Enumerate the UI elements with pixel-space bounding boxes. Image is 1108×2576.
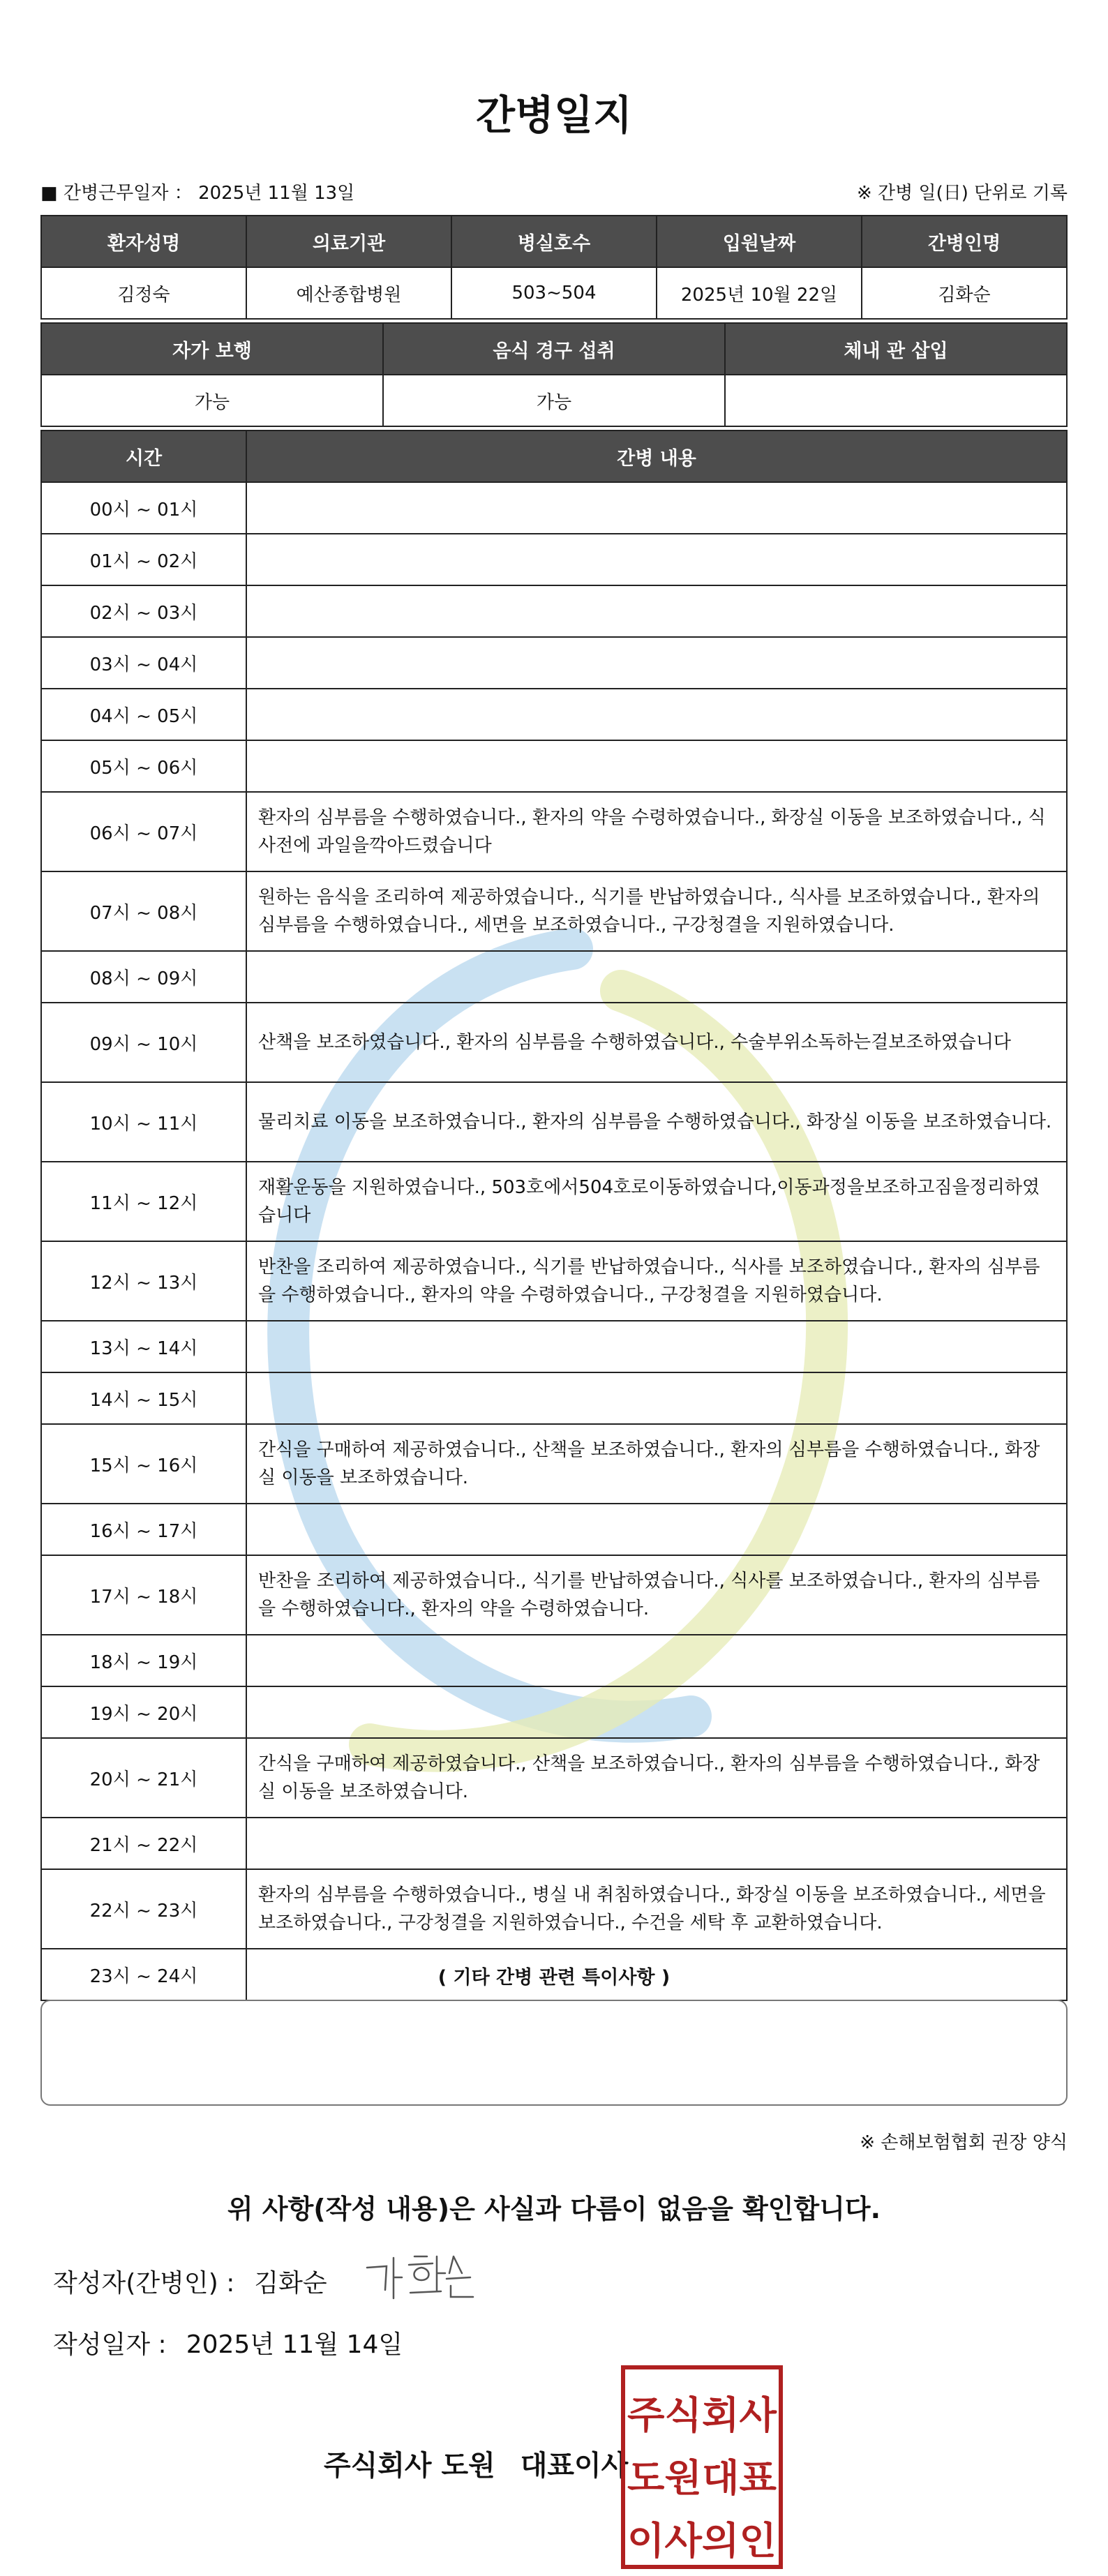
work-date-value: 2025년 11월 13일 [198, 183, 355, 204]
care-content [246, 1504, 1067, 1555]
care-content [246, 1686, 1067, 1738]
care-content: 반찬을 조리하여 제공하였습니다., 식기를 반납하였습니다., 식사를 보조하였습니다., 환자의 심부름을 수행하였습니다., 환자의 약을 수령하였습니다., 구강청결을 지원하였습니다. [246, 1241, 1067, 1321]
writer-line [53, 2263, 327, 2299]
table-row [41, 482, 1067, 534]
header-patient-name: 환자성명 [41, 216, 246, 267]
care-content [246, 1635, 1067, 1686]
care-content: 원하는 음식을 조리하여 제공하였습니다., 식기를 반납하였습니다., 식사를 보조하였습니다., 환자의 심부름을 수행하였습니다., 세면을 보조하였습니다., 구강청결을 지원하였습니다. [246, 871, 1067, 951]
recommendation-note: ※ 손해보험협회 권장 양식 [860, 2132, 1068, 2153]
time-slot: 03시 ~ 04시 [41, 637, 246, 689]
document-title: 간병일지 [475, 91, 633, 139]
table-row [41, 1635, 1067, 1686]
seal-line-1: 주식회사 [627, 2393, 777, 2437]
admission-date: 2025년 10월 22일 [657, 267, 862, 319]
confirmation-statement: 위 사항(작성 내용)은 사실과 다름이 없음을 확인합니다. [227, 2194, 881, 2224]
written-date-line [53, 2325, 403, 2360]
table-row [41, 637, 1067, 689]
table-row [41, 1686, 1067, 1738]
table-row [41, 792, 1067, 871]
time-slot: 23시 ~ 24시 [41, 1949, 246, 2000]
care-content [246, 585, 1067, 637]
time-slot: 04시 ~ 05시 [41, 689, 246, 740]
time-slot: 02시 ~ 03시 [41, 585, 246, 637]
care-content [246, 689, 1067, 740]
time-slot: 01시 ~ 02시 [41, 534, 246, 585]
time-slot: 09시 ~ 10시 [41, 1003, 246, 1082]
header-admission-date: 입원날짜 [657, 216, 862, 267]
table-row [41, 1372, 1067, 1424]
time-slot: 15시 ~ 16시 [41, 1424, 246, 1504]
seal-line-2: 도원대표 [627, 2456, 777, 2500]
notes-title: ( 기타 간병 관련 특이사항 ) [437, 1967, 671, 1989]
company-title: 대표이사 [520, 2450, 629, 2482]
care-content [246, 534, 1067, 585]
table-row [41, 689, 1067, 740]
table-row [41, 1162, 1067, 1241]
patient-ability-table [40, 322, 1068, 427]
table-row [41, 1869, 1067, 1949]
table-row [41, 871, 1067, 951]
header-tube-insertion: 체내 관 삽입 [725, 323, 1067, 375]
notes-box [40, 2000, 1068, 2106]
unit-note: ※ 간병 일(日) 단위로 기록 [856, 183, 1068, 204]
written-date-value: 2025년 11월 14일 [186, 2330, 403, 2359]
header-time: 시간 [41, 430, 246, 482]
time-slot: 05시 ~ 06시 [41, 740, 246, 792]
company-name: 주식회사 도원 [324, 2450, 495, 2482]
header-hospital: 의료기관 [246, 216, 451, 267]
header-room: 병실호수 [451, 216, 657, 267]
self-walking-value: 가능 [41, 375, 383, 426]
time-slot: 12시 ~ 13시 [41, 1241, 246, 1321]
care-content: 환자의 심부름을 수행하였습니다., 병실 내 취침하였습니다., 화장실 이동을 보조하였습니다., 세면을 보조하였습니다., 구강청결을 지원하였습니다., 수건을 세탁 후 교환하였습니다. [246, 1869, 1067, 1949]
table-row [41, 1241, 1067, 1321]
care-content: 반찬을 조리하여 제공하였습니다., 식기를 반납하였습니다., 식사를 보조하였습니다., 환자의 심부름을 수행하였습니다., 환자의 약을 수령하였습니다. [246, 1555, 1067, 1635]
table-row [41, 1082, 1067, 1162]
care-content [246, 1372, 1067, 1424]
patient-info-table [40, 215, 1068, 320]
care-content: 재활운동을 지원하였습니다., 503호에서504호로이동하였습니다,이동과정을보조하고짐을정리하였습니다 [246, 1162, 1067, 1241]
company-seal [621, 2365, 783, 2569]
header-oral-intake: 음식 경구 섭취 [383, 323, 725, 375]
care-content [246, 637, 1067, 689]
table-row [41, 1424, 1067, 1504]
care-content [246, 1321, 1067, 1372]
seal-line-3: 이사의인 [627, 2519, 777, 2563]
writer-label: 작성자(간병인) : [53, 2269, 235, 2298]
table-row [41, 1504, 1067, 1555]
work-date [40, 179, 354, 204]
caregiver-name: 김화순 [862, 267, 1067, 319]
care-content [246, 1818, 1067, 1869]
table-row [41, 1818, 1067, 1869]
care-content: 환자의 심부름을 수행하였습니다., 환자의 약을 수령하였습니다., 화장실 이동을 보조하였습니다., 식사전에 과일을깍아드렸습니다 [246, 792, 1067, 871]
time-slot: 22시 ~ 23시 [41, 1869, 246, 1949]
handwritten-signature [360, 2247, 479, 2309]
time-slot: 08시 ~ 09시 [41, 951, 246, 1003]
time-slot: 18시 ~ 19시 [41, 1635, 246, 1686]
tube-insertion-value [725, 375, 1067, 426]
written-date-label: 작성일자 : [53, 2330, 167, 2359]
care-content: 산책을 보조하였습니다., 환자의 심부름을 수행하였습니다., 수술부위소독하는걸보조하였습니다 [246, 1003, 1067, 1082]
time-slot: 07시 ~ 08시 [41, 871, 246, 951]
care-content [246, 740, 1067, 792]
table-row [41, 585, 1067, 637]
table-row [41, 1738, 1067, 1818]
oral-intake-value: 가능 [383, 375, 725, 426]
table-row [41, 740, 1067, 792]
care-log-table [40, 430, 1068, 2001]
header-care-content: 간병 내용 [246, 430, 1067, 482]
table-row [41, 534, 1067, 585]
table-row [41, 1003, 1067, 1082]
writer-name: 김화순 [254, 2269, 327, 2298]
time-slot: 17시 ~ 18시 [41, 1555, 246, 1635]
hospital-name: 예산종합병원 [246, 267, 451, 319]
header-caregiver: 간병인명 [862, 216, 1067, 267]
time-slot: 16시 ~ 17시 [41, 1504, 246, 1555]
care-content [246, 951, 1067, 1003]
work-date-label: ■ 간병근무일자 ： [40, 183, 193, 204]
time-slot: 20시 ~ 21시 [41, 1738, 246, 1818]
care-content: 간식을 구매하여 제공하였습니다., 산책을 보조하였습니다., 환자의 심부름을 수행하였습니다., 화장실 이동을 보조하였습니다. [246, 1424, 1067, 1504]
room-number: 503~504 [451, 267, 657, 319]
table-row [41, 951, 1067, 1003]
patient-name: 김정숙 [41, 267, 246, 319]
time-slot: 14시 ~ 15시 [41, 1372, 246, 1424]
time-slot: 13시 ~ 14시 [41, 1321, 246, 1372]
time-slot: 11시 ~ 12시 [41, 1162, 246, 1241]
table-row [41, 1555, 1067, 1635]
care-content [246, 482, 1067, 534]
time-slot: 00시 ~ 01시 [41, 482, 246, 534]
table-row [41, 1321, 1067, 1372]
time-slot: 10시 ~ 11시 [41, 1082, 246, 1162]
care-content: 물리치료 이동을 보조하였습니다., 환자의 심부름을 수행하였습니다., 화장실 이동을 보조하였습니다. [246, 1082, 1067, 1162]
company-line [324, 2443, 628, 2483]
care-content: 간식을 구매하여 제공하였습니다., 산책을 보조하였습니다., 환자의 심부름을 수행하였습니다., 화장실 이동을 보조하였습니다. [246, 1738, 1067, 1818]
time-slot: 19시 ~ 20시 [41, 1686, 246, 1738]
time-slot: 21시 ~ 22시 [41, 1818, 246, 1869]
time-slot: 06시 ~ 07시 [41, 792, 246, 871]
header-self-walking: 자가 보행 [41, 323, 383, 375]
